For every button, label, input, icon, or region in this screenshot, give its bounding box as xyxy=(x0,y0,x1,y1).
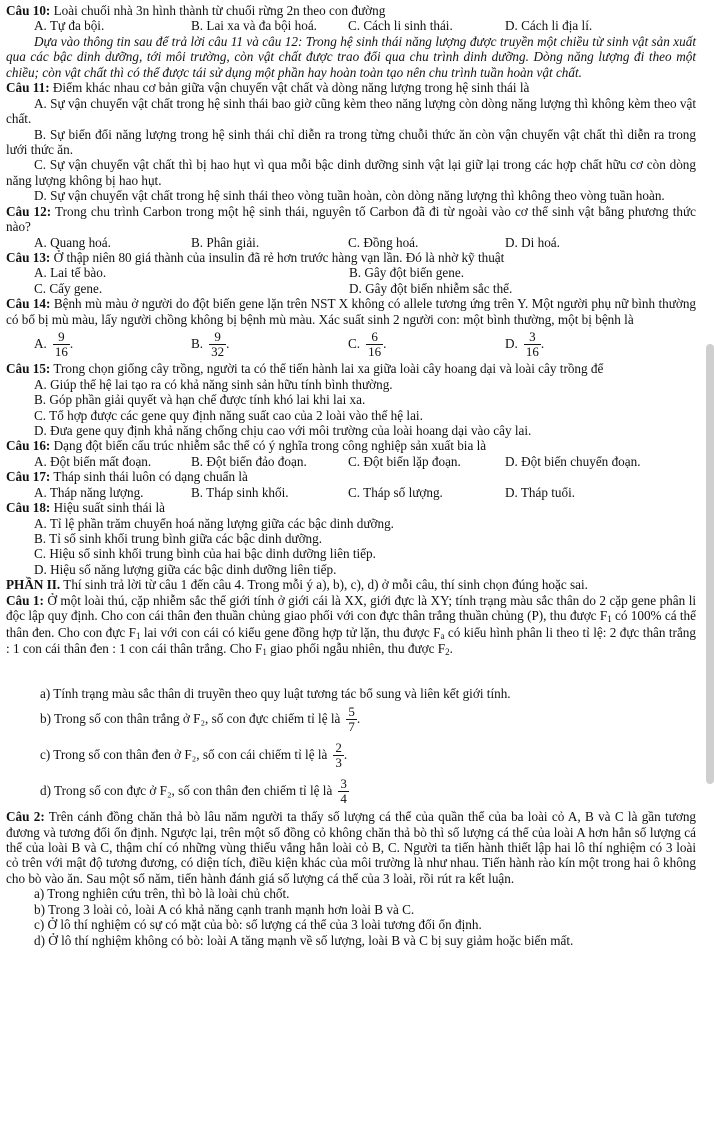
option-c: C. Hiệu số sinh khối trung bình của hai bậc dinh dưỡng liên tiếp. xyxy=(34,546,376,562)
statement-b: b) Trong 3 loài cỏ, loài A có khả năng cạnh tranh mạnh hơn loài B và C. xyxy=(34,901,415,917)
options-row xyxy=(6,327,696,361)
question-text: Điểm khác nhau cơ bản giữa vận chuyển vật chất và dòng năng lượng trong hệ sinh thái là xyxy=(52,80,530,96)
question-13 xyxy=(6,250,696,265)
intro-11-12 xyxy=(6,34,696,80)
option-b: B. Tỉ số sinh khối trung bình giữa các bậc dinh dưỡng. xyxy=(34,531,323,546)
option-label: C. xyxy=(348,336,361,352)
option-b: B. Gây đột biến gene. xyxy=(349,265,464,281)
option-d: D. Sự vận chuyển vật chất trong hệ sinh thái theo vòng tuần hoàn, còn dòng năng lượng thì không theo vòng tuần hoàn. xyxy=(34,188,665,204)
question-18 xyxy=(6,500,696,515)
subscript: 2 xyxy=(445,647,450,658)
option-c: C. Tháp số lượng. xyxy=(348,484,443,500)
statement-a: a) Trong nghiên cứu trên, thì bò là loài chủ chốt. xyxy=(34,886,290,902)
scrollbar[interactable] xyxy=(706,344,714,784)
question-16 xyxy=(6,438,696,453)
statement-a: a) Tính trạng màu sắc thân di truyền theo quy luật tương tác bổ sung và liên kết giới tính. xyxy=(40,685,511,701)
fraction xyxy=(524,330,541,358)
denominator: 16 xyxy=(368,343,382,359)
option-c: C. Cách li sinh thái. xyxy=(348,18,453,34)
option-c: C. Tổ hợp được các gene quy định năng suất cao của 2 loài vào thế hệ lai. xyxy=(34,407,423,423)
question-title: Câu 10: xyxy=(6,3,51,18)
denominator: 7 xyxy=(348,718,355,734)
question-text: lai với con cái có kiểu gene đồng hợp tử lặn, thu được F xyxy=(140,624,441,640)
statement-c: c) Trong số con thân đen ở F₂, số con cái chiếm tỉ lệ là $\frac{2}{3}$ . xyxy=(40,740,348,770)
options-row xyxy=(6,265,696,280)
part-title: PHẦN II. xyxy=(6,577,61,593)
question-text: Hiệu suất sinh thái là xyxy=(53,500,165,516)
question-title: Câu 2: xyxy=(6,809,45,825)
fraction xyxy=(209,330,226,358)
options-row xyxy=(6,454,696,469)
option-d: D. Cách li địa lí. xyxy=(505,18,593,34)
option-label: B. xyxy=(191,336,204,352)
subscript: 1 xyxy=(262,647,267,658)
option-b: B. Góp phần giải quyết và hạn chế được tính khó lai khi lai xa. xyxy=(34,392,366,408)
statement-c: c) Ở lô thí nghiệm có sự có mặt của bò: số lượng cá thể của 3 loài tương đối ổn định. xyxy=(34,917,482,933)
part2-question-2 xyxy=(6,809,696,886)
denominator: 32 xyxy=(211,343,225,359)
question-12 xyxy=(6,204,696,235)
numerator: 2 xyxy=(335,740,342,756)
question-text: Loài chuối nhà 3n hình thành từ chuối rừng 2n theo con đường xyxy=(53,3,386,18)
option-c: C. $\frac{6}{16}$ . xyxy=(348,329,387,359)
numerator: 9 xyxy=(214,329,221,345)
subscript: 1 xyxy=(136,630,141,641)
question-17 xyxy=(6,469,696,484)
denominator: 4 xyxy=(340,790,347,806)
question-text: Tháp sinh thái luôn có dạng chuẩn là xyxy=(53,469,248,485)
statement-text: c) Trong số con thân đen ở F₂, số con cái chiếm tỉ lệ là xyxy=(40,747,328,763)
option-d: D. Tháp tuổi. xyxy=(505,484,576,500)
option-b: B. Tháp sinh khối. xyxy=(191,484,289,500)
subscript: a xyxy=(440,630,445,641)
part-text: Thí sinh trả lời từ câu 1 đến câu 4. Trong mỗi ý a), b), c), d) ở mỗi câu, thí sinh chọn đúng hoặc sai. xyxy=(63,577,588,593)
option-a: A. Tỉ lệ phần trăm chuyển hoá năng lượng giữa các bậc dinh dưỡng. xyxy=(34,515,394,531)
subscript: 1 xyxy=(607,614,612,625)
option-d: D. Gây đột biến nhiễm sắc thể. xyxy=(349,280,513,296)
option-a: A. Lai tế bào. xyxy=(34,265,107,281)
option-label: A. xyxy=(34,336,47,352)
statement-d xyxy=(6,773,696,809)
question-title: Câu 1: xyxy=(6,592,44,608)
question-title: Câu 16: xyxy=(6,438,51,454)
question-title: Câu 11: xyxy=(6,80,50,96)
spacer xyxy=(6,658,696,686)
part2-question-1 xyxy=(6,593,696,658)
option-d: D. Hiệu số năng lượng giữa các bậc dinh dưỡng liên tiếp. xyxy=(34,561,337,577)
options-row xyxy=(6,235,696,250)
option-a: A. Đột biến mất đoạn. xyxy=(34,453,152,469)
question-text: Ở một loài thú, cặp nhiễm sắc thể giới tính ở giới cái là XX, giới đực là XY; tính trạng màu sắc thân do 2 cặp gene phân li độc lập quy định. Cho con cái thân đen thuần chủng giao phối với con đực thân trắng thuần chủng (P), thu được F xyxy=(6,592,697,624)
exam-page xyxy=(6,3,696,948)
question-10 xyxy=(6,3,696,18)
option-b: B. $\frac{9}{32}$ . xyxy=(191,329,230,359)
fraction xyxy=(333,741,344,769)
fraction xyxy=(338,777,349,805)
question-title: Câu 12: xyxy=(6,203,52,219)
option-b: B. Đột biến đảo đoạn. xyxy=(191,453,307,469)
option-label: D. xyxy=(505,336,518,352)
question-title: Câu 17: xyxy=(6,469,51,485)
option-c: C. Cấy gene. xyxy=(34,280,103,296)
option-a: A. Tự đa bội. xyxy=(34,18,105,34)
option-d: D. Đưa gene quy định khả năng chống chịu cao với môi trường của loài hoang dại vào cây lai. xyxy=(34,422,532,438)
fraction xyxy=(53,330,70,358)
numerator: 3 xyxy=(529,329,536,345)
options-row xyxy=(6,485,696,500)
statement-b: b) Trong số con thân trắng ở F₂, số con đực chiếm tỉ lệ là $\frac{5}{7}$ . xyxy=(40,704,361,734)
numerator: 5 xyxy=(348,704,355,720)
question-text: Bệnh mù màu ở người do đột biến gene lặn trên NST X không có allele tương ứng trên Y. Một người phụ nữ bình thường có bố bị mù màu, lấy người chồng không bị bệnh mù màu. Xác suất sinh 2 người con: một bình thường, một bị bệnh là xyxy=(6,296,697,327)
statement-d: d) Ở lô thí nghiệm không có bò: loài A tăng mạnh về số lượng, loài B và C bị suy giảm hoặc biến mất. xyxy=(34,932,574,948)
question-14 xyxy=(6,296,696,327)
question-title: Câu 15: xyxy=(6,361,51,377)
numerator: 3 xyxy=(340,776,347,792)
question-15 xyxy=(6,361,696,376)
option-a: A. Giúp thế hệ lai tạo ra có khả năng sinh sản hữu tính bình thường. xyxy=(34,376,393,392)
option-d: D. $\frac{3}{16}$ . xyxy=(505,329,545,359)
numerator: 6 xyxy=(371,329,378,345)
question-text: Trên cánh đồng chăn thả bò lâu năm người ta thấy số lượng cá thể của quần thể của ba loài cỏ A, B và C là gần tương đương và tương đối ổn định. Ngược lại, trên một số đồng cỏ không chăn thả bò thì số lượng cá thể của loài A hơn hẳn số lượng cá thể của loài B và C, thậm chí có những vùng thiếu vắng hẳn loài cỏ B, C. Người ta tiến hành thiết lập hai lô thí nghiệm có 3 loài cỏ trên với mật độ tương đương, có diện tích, điều kiện khác của môi trường là như nhau. Tiến hành rào kín một trong hai ô không cho bò vào ăn. Sau một số năm, tiến hành đánh giá số lượng cá thể của 3 loài, rồi rút ra kết luận. xyxy=(6,809,697,886)
question-text: giao phối ngẫu nhiên, thu được F xyxy=(266,641,446,657)
option-d: D. Đột biến chuyển đoạn. xyxy=(505,453,641,469)
question-text: Trong chu trình Carbon trong một hệ sinh thái, nguyên tố Carbon đã đi từ ngoài vào cơ thể sinh vật bằng phương thức nào? xyxy=(6,203,696,235)
part-2-heading xyxy=(6,577,696,592)
options-row xyxy=(6,18,696,33)
option-b: B. Phân giải. xyxy=(191,234,260,250)
fraction xyxy=(346,705,357,733)
question-text: Trong chọn giống cây trồng, người ta có thể tiến hành lai xa giữa loài cây hoang dại và loài cây trồng để xyxy=(53,361,604,377)
intro-text: Dựa vào thông tin sau để trả lời câu 11 và câu 12: Trong hệ sinh thái năng lượng được truyền một chiều từ sinh vật sản xuất qua các bậc dinh dưỡng, tới môi trường, còn vật chất được trao đổi qua chu trình dinh dưỡng. Dòng năng lượng đi theo một chiều; còn vật chất thì có thể được tái sử dụng một phần hay hoàn toàn tạo nên chu trình tuần hoàn vật chất. xyxy=(6,33,696,80)
option-c: C. Đồng hoá. xyxy=(348,234,419,250)
statement-text: b) Trong số con thân trắng ở F₂, số con đực chiếm tỉ lệ là xyxy=(40,711,341,727)
fraction xyxy=(366,330,383,358)
option-a: A. Tháp năng lượng. xyxy=(34,484,144,500)
question-title: Câu 18: xyxy=(6,500,51,516)
question-text: . xyxy=(449,641,453,657)
question-text: có 100% cá thể thân đen. Cho con đực F xyxy=(6,608,696,640)
option-c: C. Sự vận chuyển vật chất thì bị hao hụt vì qua mỗi bậc dinh dưỡng sinh vật lại giữ lại trong các hợp chất hữu cơ còn dòng năng lượng không bị hao hụt. xyxy=(6,157,696,188)
option-a: A. Quang hoá. xyxy=(34,234,111,250)
option-d: D. Di hoá. xyxy=(505,234,560,250)
question-title: Câu 14: xyxy=(6,296,51,312)
question-title: Câu 13: xyxy=(6,250,51,265)
option-b: B. Sự biến đổi năng lượng trong hệ sinh thái chỉ diễn ra trong từng chuỗi thức ăn còn vận chuyển vật chất thì diễn ra trong lưới thức ăn. xyxy=(6,126,696,157)
denominator: 16 xyxy=(525,343,539,359)
option-c: C. Đột biến lặp đoạn. xyxy=(348,453,461,469)
question-11 xyxy=(6,80,696,95)
options-row xyxy=(6,281,696,296)
option-b: B. Lai xa và đa bội hoá. xyxy=(191,18,317,34)
denominator: 3 xyxy=(335,754,342,770)
option-a: A. $\frac{9}{16}$ . xyxy=(34,329,74,359)
question-text: có kiểu hình phân li theo tỉ lệ: 2 đực thân trắng : 1 con cái thân đen : 1 con cái thân trắng. Cho F xyxy=(6,624,696,657)
denominator: 16 xyxy=(54,343,68,359)
question-text: Ở thập niên 80 giá thành của insulin đã rẻ hơn trước hàng vạn lần. Đó là nhờ kỹ thuật xyxy=(53,250,505,265)
numerator: 9 xyxy=(58,329,65,345)
option-a: A. Sự vận chuyển vật chất trong hệ sinh thái bao giờ cũng kèm theo năng lượng còn dòng năng lượng thì không kèm theo vật chất. xyxy=(6,95,696,127)
question-text: Dạng đột biến cấu trúc nhiễm sắc thể có ý nghĩa trong công nghiệp sản xuất bia là xyxy=(53,438,487,454)
statement-text: d) Trong số con đực ở F₂, số con thân đen chiếm tỉ lệ là xyxy=(40,783,333,799)
